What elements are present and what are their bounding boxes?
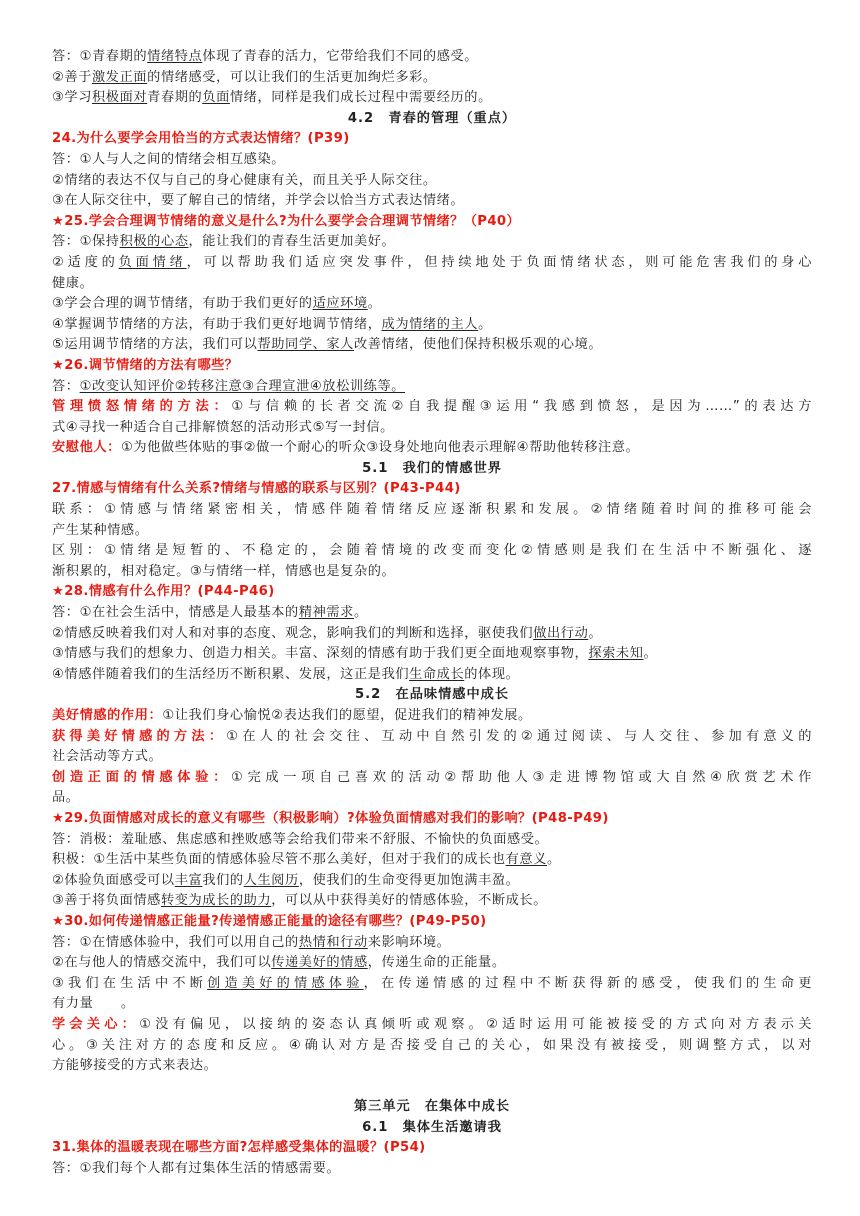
inline-label: 美好情感的作用： <box>52 708 163 723</box>
text-run: 区别：①情绪是短暂的、不稳定的，会随着情境的改变而变化②情感则是我们在生活中不断强化、逐 <box>52 543 812 559</box>
text-line <box>52 68 812 89</box>
text-line <box>52 171 812 192</box>
text-run: ★30.如何传递情感正能量?传递情感正能量的途径有哪些？(P49-P50) <box>52 913 487 929</box>
text-run: ②情感反映着我们对人和对事的态度、观念，影响我们的判断和选择，驱使我们 <box>52 625 534 641</box>
text-run: ①没有偏见，以接纳的姿态认真倾听或观察。②适时运用可能被接受的方式向对方表示关 <box>139 1016 812 1032</box>
section-heading <box>52 1097 812 1118</box>
text-line <box>52 850 812 871</box>
text-run: ②在与他人的情感交流中，我们可以 <box>52 955 272 971</box>
text-line <box>52 47 812 68</box>
text-run: 来影响环境。 <box>367 934 451 950</box>
text-run: ③善于将负面情感 <box>52 893 161 909</box>
text-run: 第三单元 在集体中成长 <box>353 1099 511 1115</box>
section-heading <box>52 1118 812 1139</box>
text-run: ④情感伴随着我们的生活经历不断积累、发展，这正是我们 <box>52 666 410 682</box>
inline-label: 学会关心： <box>52 1016 140 1032</box>
text-run: 答：①在情感体验中，我们可以用自己的 <box>52 934 299 950</box>
text-run: 的体现。 <box>464 666 520 682</box>
underlined-keyword: 创造美好的情感体验 <box>207 975 364 991</box>
text-run: 答：消极：羞耻感、焦虑感和挫败感等会给我们带来不舒服、不愉快的负面感受。 <box>52 831 549 847</box>
text-run: 式④寻找一种适合自己排解愤怒的活动形式⑤写一封信。 <box>52 419 394 435</box>
text-run: 。 <box>643 646 658 662</box>
blank-line <box>52 1077 812 1098</box>
text-run: ，可以帮助我们适应突发事件，但持续地处于负面情绪状态，则可能危害我们的身心 <box>186 254 812 270</box>
text-run: 有力量 。 <box>52 996 135 1012</box>
text-line <box>52 438 812 459</box>
text-run: 体现了青春的活力，它带给我们不同的感受。 <box>202 49 479 64</box>
text-line <box>52 727 812 748</box>
text-run: 心。③关注对方的态度和反应。④确认对方是否接受自己的关心，如果没有被接受，则调整方式，以对 <box>52 1037 812 1053</box>
text-run: 31.集体的温暖表现在哪些方面?怎样感受集体的温暖？(P54) <box>52 1140 426 1156</box>
question-heading <box>52 809 812 830</box>
text-run: 答：①我们每个人都有过集体生活的情感需要。 <box>52 1161 341 1177</box>
text-line <box>52 88 812 109</box>
text-line <box>52 397 812 418</box>
text-line <box>52 1056 812 1077</box>
text-line <box>52 253 812 274</box>
text-run: ★26.调节情绪的方法有哪些？ <box>52 357 239 373</box>
text-run: 答：①人与人之间的情绪会相互感染。 <box>52 151 286 167</box>
text-line <box>52 665 812 686</box>
underlined-keyword: 探索未知 <box>588 646 644 662</box>
underlined-keyword: 生命成长 <box>409 666 465 682</box>
section-heading <box>52 459 812 480</box>
text-run: ③我们在生活中不断 <box>52 975 208 991</box>
text-line <box>52 603 812 624</box>
text-line <box>52 315 812 336</box>
underlined-keyword: 激发正面 <box>92 69 148 85</box>
question-heading <box>52 479 812 500</box>
text-line <box>52 974 812 995</box>
text-run: 答： <box>52 378 80 394</box>
text-run: 答：①保持 <box>52 234 120 250</box>
text-line <box>52 418 812 439</box>
text-run: 产生某种情感。 <box>52 522 149 538</box>
text-line <box>52 933 812 954</box>
underlined-keyword: 传递美好的情感 <box>271 955 368 971</box>
underlined-keyword: 丰富 <box>174 872 203 888</box>
underlined-keyword: ①改变认知评价②转移注意③合理宣泄④放松训练等。 <box>79 378 406 394</box>
text-line <box>52 335 812 356</box>
text-run: 。 <box>367 296 382 312</box>
text-run: ②体验负面感受可以 <box>52 872 175 888</box>
text-run: 健康。 <box>52 275 94 291</box>
text-line <box>52 150 812 171</box>
text-run: 24.为什么要学会用恰当的方式表达情绪？(P39) <box>52 131 350 147</box>
text-run: ①完成一项自己喜欢的活动②帮助他人③走进博物馆或大自然④欣赏艺术作 <box>230 769 812 785</box>
inline-label: 获得美好情感的方法： <box>52 728 227 744</box>
text-run: ，使我们的生命变得更加饱满丰盈。 <box>298 872 520 888</box>
underlined-keyword: 帮助同学、家人 <box>257 337 354 353</box>
text-line <box>52 706 812 727</box>
text-line <box>52 1015 812 1036</box>
underlined-keyword: 负面情绪 <box>118 254 187 270</box>
text-run: ①为他做些体贴的事②做一个耐心的听众③设身处地向他表示理解④帮助他转移注意。 <box>120 440 640 456</box>
text-line <box>52 830 812 851</box>
text-run: ★28.情感有什么作用？(P44-P46) <box>52 584 275 600</box>
text-run: ①让我们身心愉悦②表达我们的愿望，促进我们的精神发展。 <box>162 708 532 723</box>
text-run: ③情感与我们的想象力、创造力相关。丰富、深刻的情感有助于我们更全面地观察事物， <box>52 646 589 662</box>
underlined-keyword: 负面 <box>202 90 230 106</box>
question-heading <box>52 912 812 933</box>
text-run: 答：①在社会生活中，情感是人最基本的 <box>52 605 299 621</box>
underlined-keyword: 成为情绪的主人 <box>381 316 479 332</box>
underlined-keyword: 精神需求 <box>298 605 354 621</box>
text-run: ①在人的社会交往、互动中自然引发的②通过阅读、与人交往、参加有意义的 <box>226 728 812 744</box>
text-run: 改善情绪，使他们保持积极乐观的心境。 <box>353 337 603 353</box>
text-run: 。 <box>353 605 368 621</box>
text-run: ，在传递情感的过程中不断获得新的感受，使我们的生命更 <box>363 975 812 991</box>
text-run: 我们的 <box>202 872 244 888</box>
text-run: 品。 <box>52 790 80 806</box>
inline-label: 安慰他人： <box>52 440 121 456</box>
text-run: 27.情感与情绪有什么关系?情绪与情感的联系与区别？(P43-P44) <box>52 481 461 497</box>
text-line <box>52 232 812 253</box>
text-run: ⑤运用调节情绪的方法，我们可以 <box>52 337 258 353</box>
underlined-keyword: 热情和行动 <box>298 934 368 950</box>
text-run: 5.1 我们的情感世界 <box>362 460 502 476</box>
text-line <box>52 1036 812 1057</box>
text-run: 6.1 集体生活邀请我 <box>362 1119 502 1135</box>
text-run: ，传递生命的正能量。 <box>367 955 506 971</box>
underlined-keyword: 做出行动 <box>533 625 589 641</box>
underlined-keyword: 积极面对 <box>92 90 148 106</box>
underlined-keyword: 人生阅历 <box>243 872 299 888</box>
question-heading <box>52 212 812 233</box>
text-run: ③学会合理的调节情绪，有助于我们更好的 <box>52 296 313 312</box>
question-heading <box>52 1138 812 1159</box>
text-line <box>52 500 812 521</box>
text-line <box>52 644 812 665</box>
text-line <box>52 191 812 212</box>
text-line <box>52 953 812 974</box>
text-run: ，可以从中获得美好的情感体验，不断成长。 <box>271 893 547 909</box>
text-run: 情绪，同样是我们成长过程中需要经历的。 <box>229 90 492 106</box>
text-line <box>52 274 812 295</box>
text-run: ③学习 <box>52 90 92 106</box>
underlined-keyword: 转变为成长的助力 <box>160 893 272 909</box>
text-line <box>52 562 812 583</box>
text-line <box>52 871 812 892</box>
underlined-keyword: 有意义 <box>505 852 547 868</box>
text-run: 积极：①生活中某些负面的情感体验尽管不那么美好，但对于我们的成长也 <box>52 852 506 868</box>
underlined-keyword: 情绪特点 <box>147 49 203 64</box>
text-run: 方能够接受的方式来表达。 <box>52 1058 218 1074</box>
text-run: ④掌握调节情绪的方法，有助于我们更好地调节情绪， <box>52 316 382 332</box>
text-run: 。 <box>588 625 603 641</box>
inline-label: 管理愤怒情绪的方法： <box>52 399 232 415</box>
question-heading <box>52 582 812 603</box>
text-run: ，能让我们的青春生活更加美好。 <box>188 234 396 250</box>
text-run: ②适度的 <box>52 254 119 270</box>
text-run: ★25.学会合理调节情绪的意义是什么?为什么要学会合理调节情绪？（P40） <box>52 213 521 229</box>
text-line <box>52 521 812 542</box>
section-heading <box>52 685 812 706</box>
text-line <box>52 747 812 768</box>
section-heading <box>52 109 812 130</box>
text-run: 社会活动等方式。 <box>52 749 163 765</box>
text-run: 青春期的 <box>147 90 203 106</box>
text-run: ①与信赖的长者交流②自我提醒③运用“我感到愤怒，是因为……”的表达方 <box>231 399 812 415</box>
text-run: 的情绪感受，可以让我们的生活更加绚烂多彩。 <box>147 69 437 85</box>
text-line <box>52 994 812 1015</box>
text-line <box>52 891 812 912</box>
text-run: ②情绪的表达不仅与自己的身心健康有关，而且关乎人际交往。 <box>52 172 437 188</box>
text-line <box>52 624 812 645</box>
text-line <box>52 1159 812 1180</box>
text-run: 。 <box>547 852 561 868</box>
text-run: 答：①青春期的 <box>52 49 148 64</box>
text-line <box>52 768 812 789</box>
question-heading <box>52 129 812 150</box>
underlined-keyword: 适应环境 <box>312 296 368 312</box>
underlined-keyword: 积极的心态 <box>119 234 189 250</box>
text-run: ②善于 <box>52 69 92 85</box>
text-run: 联系：①情感与情绪紧密相关，情感伴随着情绪反应逐渐积累和发展。②情绪随着时间的推移可能会 <box>52 502 812 518</box>
question-heading <box>52 356 812 377</box>
text-run: 5.2 在品味情感中成长 <box>354 687 510 703</box>
inline-label: 创造正面的情感体验： <box>52 769 231 785</box>
text-run: ③在人际交往中，要了解自己的情绪，并学会以恰当方式表达情绪。 <box>52 193 465 209</box>
text-run: 。 <box>478 316 492 332</box>
text-line <box>52 377 812 398</box>
text-line <box>52 541 812 562</box>
text-run: ★29.负面情感对成长的意义有哪些（积极影响）?体验负面情感对我们的影响？(P48-P49) <box>52 810 609 826</box>
text-line <box>52 294 812 315</box>
text-run: 4.2 青春的管理（重点） <box>347 110 517 126</box>
text-run: 渐积累的，相对稳定。③与情绪一样，情感也是复杂的。 <box>52 563 396 579</box>
text-line <box>52 788 812 809</box>
